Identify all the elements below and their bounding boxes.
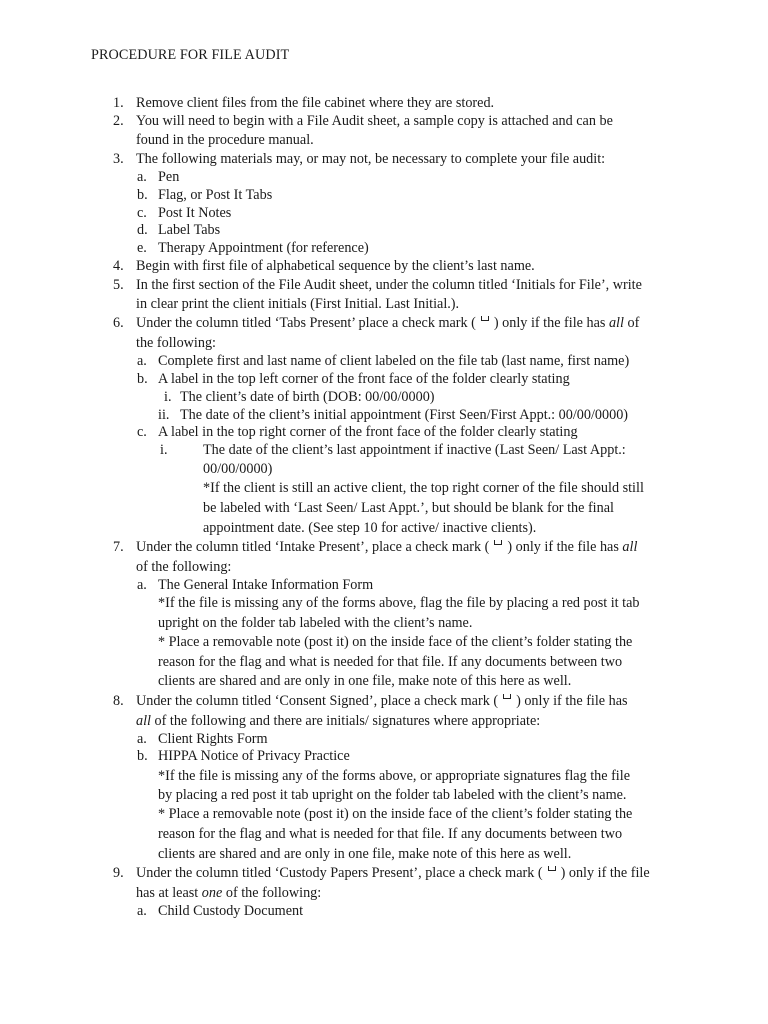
roman-marker: i.: [160, 442, 168, 458]
note-text: reason for the flag and what is needed for that file. If any documents between two: [158, 826, 623, 842]
sub-marker: b.: [137, 748, 148, 764]
item-number: 6.: [113, 315, 124, 331]
item-text: Remove client files from the file cabinet where they are stored.: [136, 95, 495, 111]
item-number: 5.: [113, 277, 124, 293]
sub-marker: a.: [137, 169, 147, 185]
sub-marker: d.: [137, 222, 148, 238]
note-text: *If the file is missing any of the forms above, flag the file by placing a red post it tab: [158, 595, 640, 611]
item-text: Under the column titled ‘Consent Signed’, place a check mark ( ) only if the file has: [136, 693, 628, 709]
item-text: of the following:: [136, 559, 232, 575]
sub-item-text: Flag, or Post It Tabs: [158, 187, 273, 203]
item-text: found in the procedure manual.: [136, 132, 314, 148]
sub-marker: c.: [137, 205, 147, 221]
sub-marker: b.: [137, 187, 148, 203]
item-text: Under the column titled ‘Custody Papers Present’, place a check mark ( ) only if the file: [136, 865, 650, 881]
sub-marker: a.: [137, 903, 147, 919]
sub-item-text: HIPPA Notice of Privacy Practice: [158, 748, 350, 764]
sub-sub-item-text: The date of the client’s last appointment if inactive (Last Seen/ Last Appt.:: [203, 442, 626, 458]
note-text: *If the file is missing any of the forms above, or appropriate signatures flag the file: [158, 768, 630, 784]
item-text: the following:: [136, 335, 216, 351]
item-text: Under the column titled ‘Intake Present’, place a check mark ( ) only if the file has all: [136, 539, 638, 555]
item-text: all of the following and there are initials/ signatures where appropriate:: [136, 713, 541, 729]
sub-marker: a.: [137, 731, 147, 747]
note-text: clients are shared and are only in one file, make note of this here as well.: [158, 846, 572, 862]
note-text: clients are shared and are only in one file, make note of this here as well.: [158, 673, 572, 689]
sub-marker: b.: [137, 371, 148, 387]
sub-item-text: A label in the top left corner of the front face of the folder clearly stating: [158, 371, 570, 387]
sub-marker: c.: [137, 424, 147, 440]
item-number: 8.: [113, 693, 124, 709]
note-text: reason for the flag and what is needed for that file. If any documents between two: [158, 654, 623, 670]
item-number: 4.: [113, 258, 124, 274]
note-text: by placing a red post it tab upright on the folder tab labeled with the client’s name.: [158, 787, 627, 803]
item-number: 3.: [113, 151, 124, 167]
sub-marker: a.: [137, 577, 147, 593]
check-mark-icon: [503, 694, 511, 699]
item-text: has at least one of the following:: [136, 885, 322, 901]
check-mark-icon: [494, 540, 502, 545]
sub-marker: a.: [137, 353, 147, 369]
note-text: *If the client is still an active client, the top right corner of the file should still: [203, 480, 644, 496]
sub-item-text: The General Intake Information Form: [158, 577, 374, 593]
note-text: * Place a removable note (post it) on the inside face of the client’s folder stating the: [158, 806, 633, 822]
sub-item-text: Post It Notes: [158, 205, 232, 221]
sub-item-text: Complete first and last name of client labeled on the file tab (last name, first name): [158, 353, 630, 369]
item-text: in clear print the client initials (First Initial. Last Initial.).: [136, 296, 460, 312]
sub-item-text: Pen: [158, 169, 180, 185]
item-text: Under the column titled ‘Tabs Present’ place a check mark ( ) only if the file has all of: [136, 315, 640, 331]
item-text: Begin with first file of alphabetical sequence by the client’s last name.: [136, 258, 535, 274]
item-number: 9.: [113, 865, 124, 881]
note-text: * Place a removable note (post it) on the inside face of the client’s folder stating the: [158, 634, 633, 650]
sub-sub-item-text: 00/00/0000): [203, 461, 273, 477]
item-text: In the first section of the File Audit sheet, under the column titled ‘Initials for File’, write: [136, 277, 642, 293]
check-mark-icon: [481, 316, 489, 321]
item-number: 1.: [113, 95, 124, 111]
item-text: The following materials may, or may not, be necessary to complete your file audit:: [136, 151, 606, 167]
note-text: upright on the folder tab labeled with the client’s name.: [158, 615, 473, 631]
sub-item-text: Label Tabs: [158, 222, 221, 238]
check-mark-icon: [548, 866, 556, 871]
sub-marker: e.: [137, 240, 147, 256]
sub-item-text: Client Rights Form: [158, 731, 268, 747]
page-title: PROCEDURE FOR FILE AUDIT: [91, 47, 290, 63]
sub-item-text: Therapy Appointment (for reference): [158, 240, 369, 256]
note-text: be labeled with ‘Last Seen/ Last Appt.’, but should be blank for the final: [203, 500, 614, 516]
item-text: You will need to begin with a File Audit sheet, a sample copy is attached and can be: [136, 113, 613, 129]
item-number: 2.: [113, 113, 124, 129]
note-text: appointment date. (See step 10 for active/ inactive clients).: [203, 520, 537, 536]
sub-sub-item-text: The date of the client’s initial appointment (First Seen/First Appt.: 00/00/0000): [180, 407, 629, 423]
roman-marker: i.: [164, 389, 172, 405]
roman-marker: ii.: [158, 407, 170, 423]
item-number: 7.: [113, 539, 124, 555]
sub-sub-item-text: The client’s date of birth (DOB: 00/00/0000): [180, 389, 435, 405]
sub-item-text: A label in the top right corner of the front face of the folder clearly stating: [158, 424, 578, 440]
sub-item-text: Child Custody Document: [158, 903, 304, 919]
